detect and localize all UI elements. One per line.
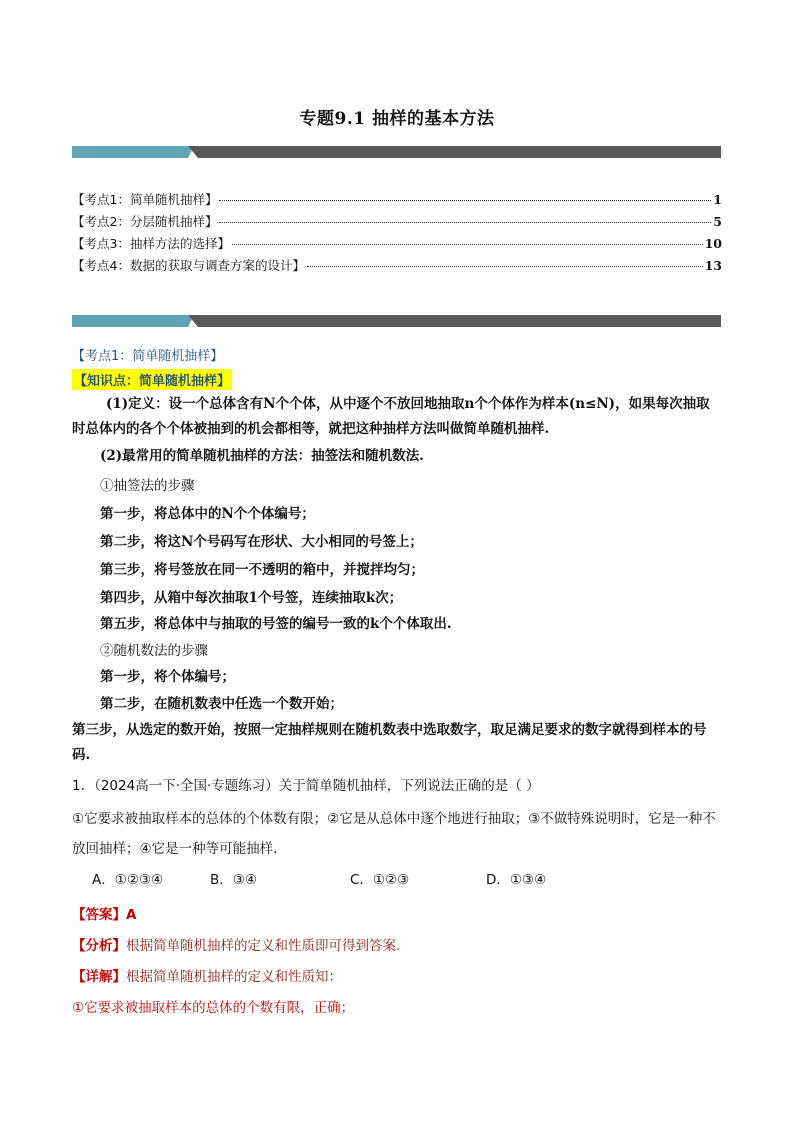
section-divider <box>72 315 721 327</box>
detail-item-text: ①它要求被抽取样本的总体的个数有限，正确； <box>72 1000 355 1016</box>
toc-item-page: 1 <box>713 192 722 207</box>
option-d[interactable]: D．①③④ <box>486 872 547 888</box>
definition-paragraph: (1)定义：设一个总体含有N个个体，从中逐个不放回地抽取n个个体作为样本(n≤N)，如果每次抽取时总体内的各个个体被抽到的机会都相等，就把这种抽样方法叫做简单随机抽样. <box>72 396 710 437</box>
random-step: 第三步，从选定的数开始，按照一定抽样规则在随机数表中选取数字，取足满足要求的数字就得到样本的号码. <box>72 722 707 763</box>
toc-item[interactable] <box>72 212 722 234</box>
toc-item[interactable] <box>72 190 722 212</box>
question-statements: ①它要求被抽取样本的总体的个体数有限；②它是从总体中逐个地进行抽取；③不做特殊说明时，它是一种不放回抽样；④它是一种等可能抽样． <box>72 811 716 857</box>
lottery-step: 第三步，将号签放在同一不透明的箱中，并搅拌均匀； <box>100 562 424 578</box>
table-of-contents <box>72 190 722 278</box>
lottery-step: 第四步，从箱中每次抽取1个号签，连续抽取k次； <box>100 590 403 606</box>
question-stem: 1．（2024高一下·全国·专题练习）关于简单随机抽样，下列说法正确的是（ ） <box>72 778 540 794</box>
answer-options <box>92 868 546 888</box>
divider-bar <box>188 315 721 327</box>
section-heading: 【考点1：简单随机抽样】 <box>72 349 224 364</box>
random-title: ②随机数法的步骤 <box>100 643 208 659</box>
toc-item-page: 13 <box>704 258 722 273</box>
lottery-title: ①抽签法的步骤 <box>100 478 195 494</box>
option-a[interactable]: A．①②③④ <box>92 872 164 888</box>
option-b[interactable]: B．③④ <box>210 872 257 888</box>
toc-item[interactable] <box>72 256 722 278</box>
option-c[interactable]: C．①②③ <box>350 872 410 888</box>
divider-bar <box>188 146 721 158</box>
lottery-step: 第一步，将总体中的N个个体编号； <box>100 506 315 522</box>
methods-line: (2)最常用的简单随机抽样的方法：抽签法和随机数法. <box>100 448 424 464</box>
toc-leader <box>307 266 703 267</box>
lottery-step: 第五步，将总体中与抽取的号签的编号一致的k个个体取出. <box>100 616 452 632</box>
detail-item <box>72 996 354 1016</box>
answer-label: 【答案】 <box>72 907 126 923</box>
detail-text: 根据简单随机抽样的定义和性质知： <box>126 969 342 985</box>
toc-item-page: 5 <box>713 214 722 229</box>
divider-accent <box>72 146 194 158</box>
lottery-step: 第二步，将这N个号码写在形状、大小相同的号签上； <box>100 534 423 550</box>
random-step: 第一步，将个体编号； <box>100 669 235 685</box>
toc-item-label: 【考点3：抽样方法的选择】 <box>72 236 230 251</box>
answer-value: A <box>126 907 137 923</box>
header-divider <box>72 146 721 158</box>
analysis-text: 根据简单随机抽样的定义和性质即可得到答案. <box>126 938 401 954</box>
toc-item-label: 【考点1：简单随机抽样】 <box>72 192 218 207</box>
toc-leader <box>219 200 711 201</box>
divider-accent <box>72 315 194 327</box>
detail-line <box>72 965 342 985</box>
analysis-line <box>72 934 400 954</box>
toc-item-label: 【考点4：数据的获取与调查方案的设计】 <box>72 258 305 273</box>
toc-item-label: 【考点2：分层随机抽样】 <box>72 214 218 229</box>
detail-label: 【详解】 <box>72 969 126 985</box>
random-step: 第二步，在随机数表中任选一个数开始； <box>100 696 343 712</box>
toc-leader <box>232 244 703 245</box>
page-title: 专题9.1 抽样的基本方法 <box>299 109 495 129</box>
toc-leader <box>219 222 711 223</box>
knowledge-point-tag: 【知识点：简单随机抽样】 <box>72 369 232 390</box>
toc-item[interactable] <box>72 234 722 256</box>
answer-line <box>72 903 136 923</box>
toc-item-page: 10 <box>704 236 722 251</box>
analysis-label: 【分析】 <box>72 938 126 954</box>
